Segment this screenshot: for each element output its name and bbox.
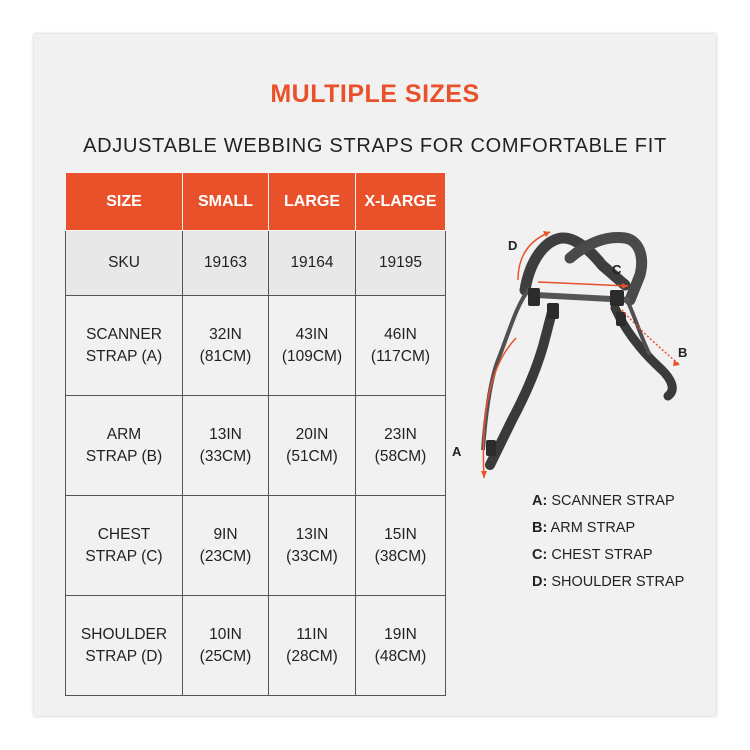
- cell-value: (81CM): [199, 347, 252, 365]
- legend-text: ARM STRAP: [550, 520, 636, 536]
- table-row-chest-strap: [66, 496, 446, 596]
- diagram-label-b: B: [678, 345, 688, 360]
- legend-item-c: [532, 542, 712, 569]
- row-label-line: STRAP (A): [85, 347, 163, 365]
- row-label: [66, 496, 183, 596]
- table-cell: [269, 396, 356, 496]
- row-label: [66, 231, 183, 296]
- table-cell: [183, 396, 269, 496]
- table-row-arm-strap: [66, 396, 446, 496]
- cell-value: 20IN: [295, 425, 329, 443]
- legend-text: SCANNER STRAP: [551, 493, 675, 509]
- table-cell: [183, 496, 269, 596]
- cell-value: 19IN: [384, 625, 417, 643]
- cell-value: 15IN: [384, 525, 417, 543]
- cell-value: 19164: [290, 254, 334, 271]
- row-label: [66, 396, 183, 496]
- cell-value: (109CM): [281, 347, 343, 365]
- table-row-scanner-strap: [66, 296, 446, 396]
- cell-value: (25CM): [199, 647, 252, 665]
- size-table-header-row: [66, 173, 446, 231]
- cell-value: 32IN: [209, 325, 242, 343]
- cell-value: (117CM): [370, 347, 431, 365]
- size-table: [65, 172, 446, 696]
- row-label-line: STRAP (B): [85, 447, 163, 465]
- row-label-line: SKU: [108, 254, 140, 271]
- cell-value: 23IN: [384, 425, 417, 443]
- header-large: LARGE: [269, 173, 356, 231]
- legend-item-b: [532, 515, 712, 542]
- row-label: [66, 296, 183, 396]
- legend-key: A:: [532, 493, 548, 509]
- header-size: SIZE: [66, 173, 183, 231]
- cell-value: (28CM): [286, 647, 338, 665]
- page-subtitle: ADJUSTABLE WEBBING STRAPS FOR COMFORTABLE FIT: [83, 135, 667, 157]
- table-cell: [183, 231, 269, 296]
- diagram-label-a: A: [452, 444, 462, 459]
- legend-key: D:: [532, 574, 548, 590]
- row-label-line: SCANNER: [86, 325, 162, 343]
- cell-value: (33CM): [199, 447, 252, 465]
- buckle: [610, 290, 624, 306]
- row-label-line: ARM: [106, 425, 142, 443]
- table-cell: [183, 596, 269, 696]
- table-cell: [269, 296, 356, 396]
- row-label-line: STRAP (D): [85, 647, 163, 665]
- legend-text: CHEST STRAP: [551, 547, 653, 563]
- table-row-sku: [66, 231, 446, 296]
- legend-key: B:: [532, 520, 548, 536]
- cell-value: 13IN: [295, 525, 329, 543]
- cell-value: 46IN: [384, 325, 417, 343]
- cell-value: 43IN: [295, 325, 329, 343]
- cell-value: (51CM): [286, 447, 338, 465]
- row-label: [66, 596, 183, 696]
- buckle: [486, 440, 496, 456]
- buckle: [528, 288, 540, 306]
- buckle: [616, 312, 626, 326]
- header-small: SMALL: [183, 173, 269, 231]
- cell-value: 9IN: [213, 525, 238, 543]
- table-cell: [356, 396, 446, 496]
- cell-value: 13IN: [209, 425, 242, 443]
- cell-value: (38CM): [374, 547, 427, 565]
- cell-value: 10IN: [209, 625, 242, 643]
- scanner-strap: [490, 308, 553, 465]
- diagram-label-c: C: [612, 262, 622, 277]
- legend-key: C:: [532, 547, 548, 563]
- table-cell: [269, 231, 356, 296]
- table-cell: [183, 296, 269, 396]
- strap-legend: [532, 488, 712, 596]
- legend-item-a: [532, 488, 712, 515]
- table-cell: [356, 496, 446, 596]
- table-row-shoulder-strap: [66, 596, 446, 696]
- table-cell: [356, 296, 446, 396]
- cell-value: (23CM): [199, 547, 252, 565]
- cell-value: 19195: [378, 254, 423, 271]
- row-label-line: STRAP (C): [85, 547, 163, 565]
- table-cell: [269, 496, 356, 596]
- arrow-head: [481, 471, 487, 478]
- diagram-label-d: D: [508, 238, 518, 253]
- table-cell: [269, 596, 356, 696]
- cell-value: 11IN: [296, 625, 328, 643]
- row-label-line: SHOULDER: [80, 625, 168, 643]
- legend-item-d: [532, 569, 712, 596]
- legend-text: SHOULDER STRAP: [551, 574, 685, 590]
- cell-value: (33CM): [286, 547, 338, 565]
- row-label-line: CHEST: [97, 525, 151, 543]
- page-title: MULTIPLE SIZES: [270, 80, 480, 108]
- cell-value: 19163: [203, 254, 248, 271]
- arrow-head: [673, 360, 680, 366]
- cell-value: (58CM): [374, 447, 427, 465]
- table-cell: [356, 596, 446, 696]
- header-xlarge: X-LARGE: [356, 173, 446, 231]
- buckle: [547, 303, 559, 319]
- harness-diagram: [450, 220, 705, 490]
- table-cell: [356, 231, 446, 296]
- cell-value: (48CM): [374, 647, 427, 665]
